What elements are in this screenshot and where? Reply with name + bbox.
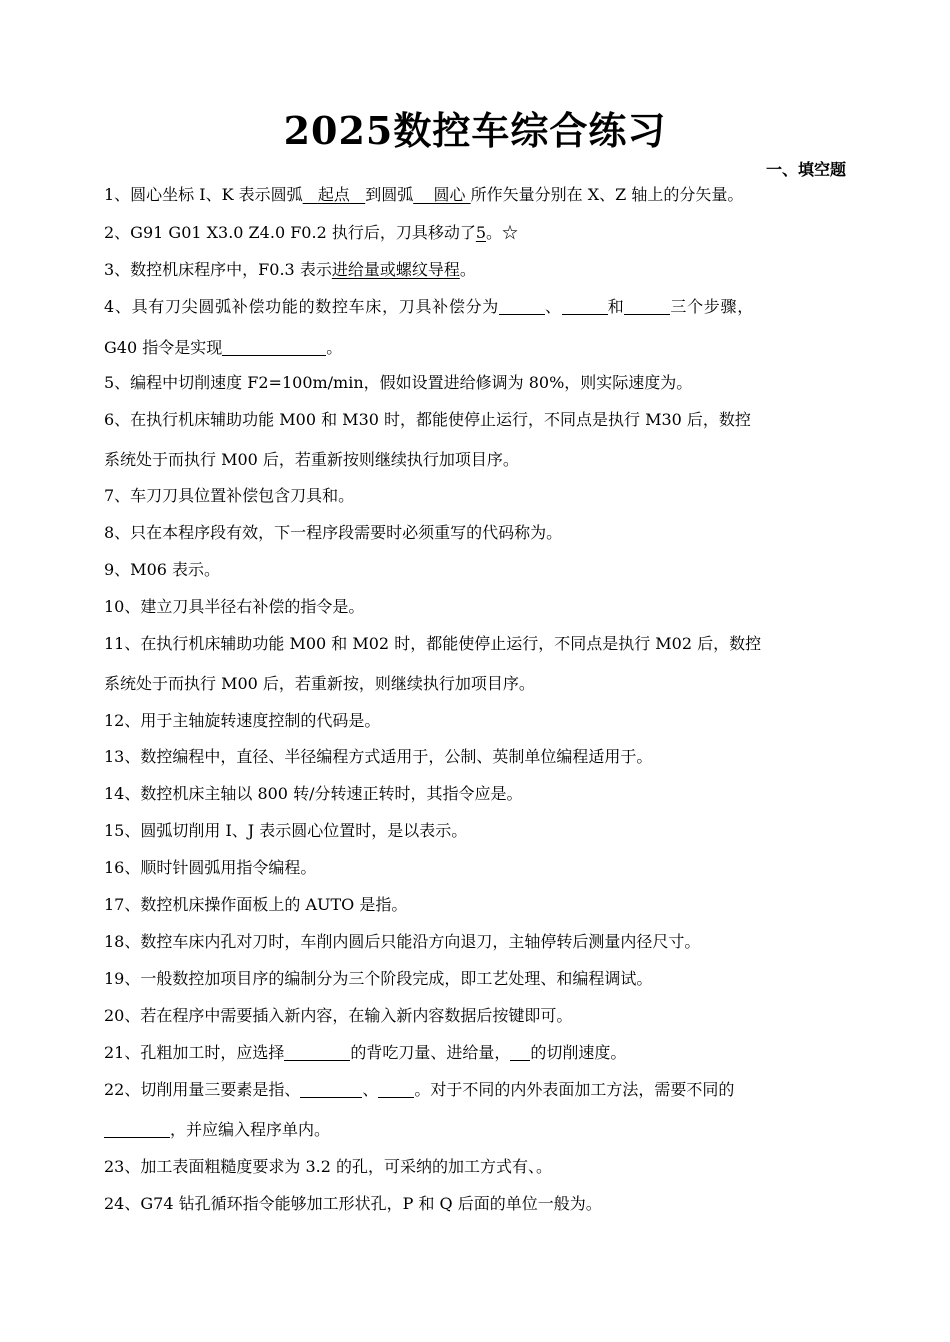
answer-blank: 圆心 [433,185,466,204]
question-16: 16、顺时针圆弧用指令编程。 [104,858,317,877]
question-20: 20、若在程序中需要插入新内容，在输入新内容数据后按键即可。 [104,1006,573,1025]
question-17: 17、数控机床操作面板上的 AUTO 是指。 [104,895,408,914]
answer-blank [378,1079,414,1098]
answer-blank [104,1119,170,1138]
answer-blank: 起点 [317,185,350,204]
question-14: 14、数控机床主轴以 800 转/分转速正转时，其指令应是。 [104,784,523,803]
question-18: 18、数控车床内孔对刀时，车削内圆后只能沿方向退刀，主轴停转后测量内径尺寸。 [104,932,701,951]
question-12: 12、用于主轴旋转速度控制的代码是。 [104,711,381,730]
answer-blank [300,1079,362,1098]
question-6: 6、在执行机床辅助功能 M00 和 M30 时，都能使停止运行，不同点是执行 M30 后，数控 [104,410,751,429]
question-3: 3、数控机床程序中，F0.3 表示进给量或螺纹导程。 [104,260,476,279]
question-2: 2、G91 G01 X3.0 Z4.0 F0.2 执行后，刀具移动了5。☆ [104,223,519,242]
question-22: 22、切削用量三要素是指、 、 。对于不同的内外表面加工方法，需要不同的 [104,1080,735,1099]
answer-blank [624,296,670,315]
answer-blank [222,337,326,356]
question-8: 8、只在本程序段有效，下一程序段需要时必须重写的代码称为。 [104,523,563,542]
answer-blank: 进给量或螺纹导程 [331,260,460,279]
question-22-line-2: ，并应编入程序单内。 [104,1118,856,1142]
question-24: 24、G74 钻孔循环指令能够加工形状孔，P 和 Q 后面的单位一般为。 [104,1194,602,1213]
answer-blank [499,296,545,315]
question-1: 1、圆心坐标 I、K 表示圆弧 起点 到圆弧 圆心 所作矢量分别在 X、Z 轴上的分矢量。 [104,185,744,204]
question-15: 15、圆弧切削用 I、J 表示圆心位置时，是以表示。 [104,821,468,840]
question-23: 23、加工表面粗糙度要求为 3.2 的孔，可采纳的加工方式有、。 [104,1157,552,1176]
question-5: 5、编程中切削速度 F2=100m/min，假如设置进给修调为 80%，则实际速度为。 [104,373,693,392]
question-11: 11、在执行机床辅助功能 M00 和 M02 时，都能使停止运行，不同点是执行 M02 后，数控 [104,634,762,653]
question-6-line-2: 系统处于而执行 M00 后，若重新按则继续执行加项目序。 [104,450,519,469]
question-21: 21、孔粗加工时，应选择 的背吃刀量、进给量， 的切削速度。 [104,1043,627,1062]
document-title: 2025数控车综合练习 [283,108,667,153]
question-19: 19、一般数控加项目序的编制分为三个阶段完成，即工艺处理、和编程调试。 [104,969,653,988]
answer-blank [284,1042,350,1061]
question-11-line-2: 系统处于而执行 M00 后，若重新按，则继续执行加项目序。 [104,674,535,693]
answer-blank [562,296,608,315]
question-13: 13、数控编程中，直径、半径编程方式适用于，公制、英制单位编程适用于。 [104,747,653,766]
section-heading: 一、填空题 [765,160,846,179]
question-9: 9、M06 表示。 [104,560,221,579]
question-4-line-2: G40 指令是实现 。 [104,338,343,357]
question-7: 7、车刀刀具位置补偿包含刀具和。 [104,486,355,505]
question-4: 4、具有刀尖圆弧补偿功能的数控车床，刀具补偿分为 、 和 三个步骤， [104,297,754,316]
answer-blank [510,1042,530,1061]
question-10: 10、建立刀具半径右补偿的指令是。 [104,597,365,616]
answer-blank: 5 [475,223,487,242]
